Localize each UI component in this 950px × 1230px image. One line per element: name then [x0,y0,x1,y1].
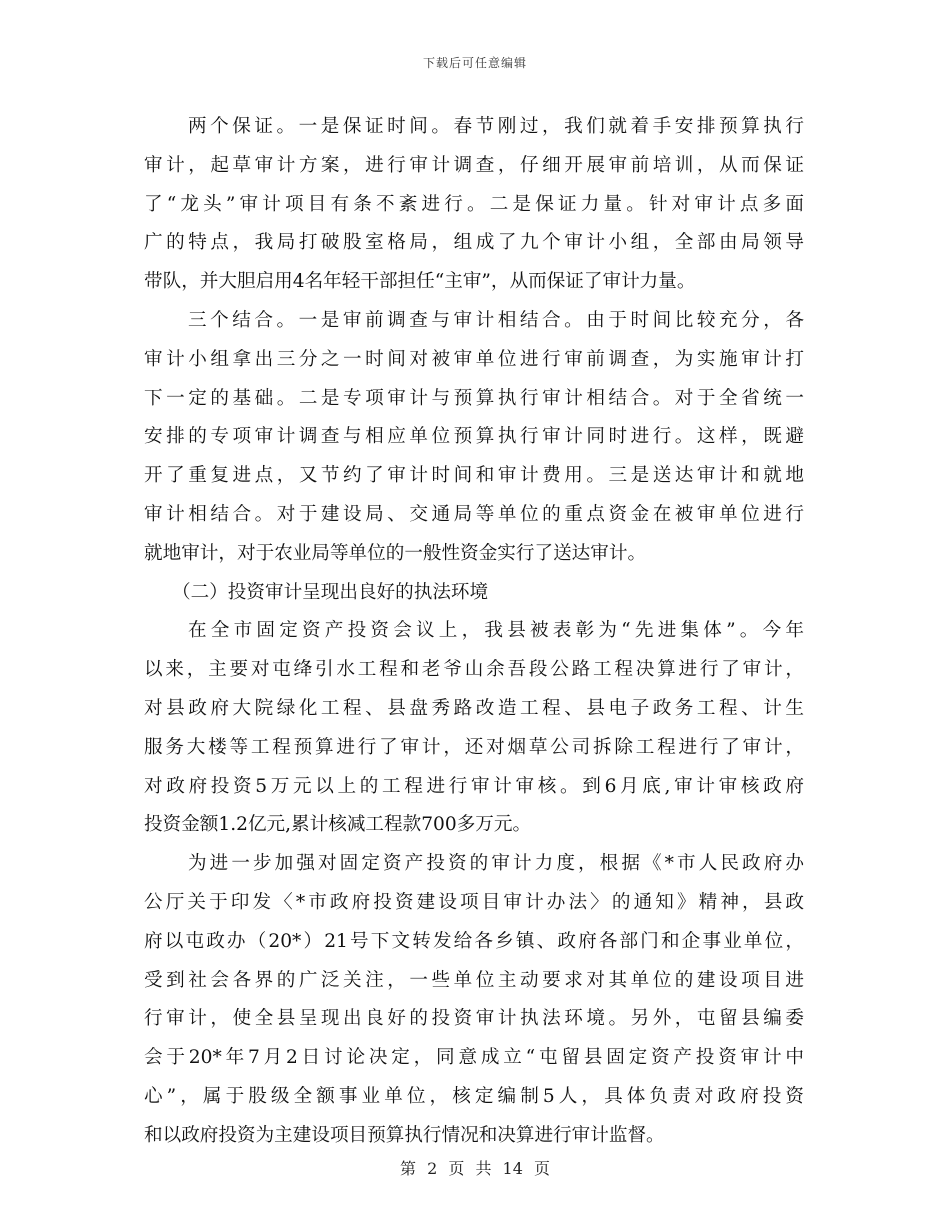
text-line: 审计小组拿出三分之一时间对被审单位进行审前调查，为实施审计打 [144,348,804,370]
page-footer: 第 2 页 共 14 页 [400,1159,550,1178]
text-line: 审计相结合。对于建设局、交通局等单位的重点资金在被审单位进行 [144,503,804,525]
text-line: （二）投资审计呈现出良好的执法环境 [172,581,489,603]
text-line: 行审计，使全县呈现出良好的投资审计执法环境。另外，屯留县编委 [144,1008,804,1030]
text-line: 三个结合。一是审前调查与审计相结合。由于时间比较充分，各 [188,309,804,331]
text-line: 两个保证。一是保证时间。春节刚过，我们就着手安排预算执行 [188,116,804,137]
text-line: 对政府投资5万元以上的工程进行审计审核。到6月底,审计审核政府 [144,775,804,797]
text-line: 公厅关于印发〈*市政府投资建设项目审计办法〉的通知》精神，县政 [144,891,804,913]
text-line: 对县政府大院绿化工程、县盘秀路改造工程、县电子政务工程、计生 [144,697,804,719]
text-line: 府以屯政办（20*）21号下文转发给各乡镇、政府各部门和企事业单位， [144,930,804,952]
text-line: 服务大楼等工程预算进行了审计，还对烟草公司拆除工程进行了审计， [144,736,804,758]
text-line: 以来，主要对屯绛引水工程和老爷山余吾段公路工程决算进行了审计， [144,659,804,681]
text-line: 受到社会各界的广泛关注，一些单位主动要求对其单位的建设项目进 [144,969,804,991]
text-line: 下一定的基础。二是专项审计与预算执行审计相结合。对于全省统一 [144,387,804,409]
text-line: 和以政府投资为主建设项目预算执行情况和决算进行审计监督。 [144,1124,665,1146]
text-line: 安排的专项审计调查与相应单位预算执行审计同时进行。这样，既避 [144,426,804,448]
text-line: 了“龙头”审计项目有条不紊进行。二是保证力量。针对审计点多面 [144,193,804,215]
text-line: 就地审计，对于农业局等单位的一般性资金实行了送达审计。 [144,542,647,564]
body-text [144,108,804,1156]
text-line: 心”，属于股级全额事业单位，核定编制5人，具体负责对政府投资 [144,1085,804,1107]
text-line: 为进一步加强对固定资产投资的审计力度，根据《*市人民政府办 [188,853,804,875]
text-line: 广的特点，我局打破股室格局，组成了九个审计小组，全部由局领导 [144,232,804,254]
text-line: 会于20*年7月2日讨论决定，同意成立“屯留县固定资产投资审计中 [144,1047,804,1069]
header-note: 下载后可任意编辑 [422,56,527,70]
text-line: 审计，起草审计方案，进行审计调查，仔细开展审前培训，从而保证 [144,154,804,176]
text-line: 开了重复进点，又节约了审计时间和审计费用。三是送达审计和就地 [144,465,804,487]
text-line: 带队，并大胆启用4名年轻干部担任“主审”，从而保证了审计力量。 [144,271,696,293]
text-line: 在全市固定资产投资会议上，我县被表彰为“先进集体”。今年 [188,620,804,642]
text-line: 投资金额1.2亿元,累计核减工程款700多万元。 [144,814,532,836]
